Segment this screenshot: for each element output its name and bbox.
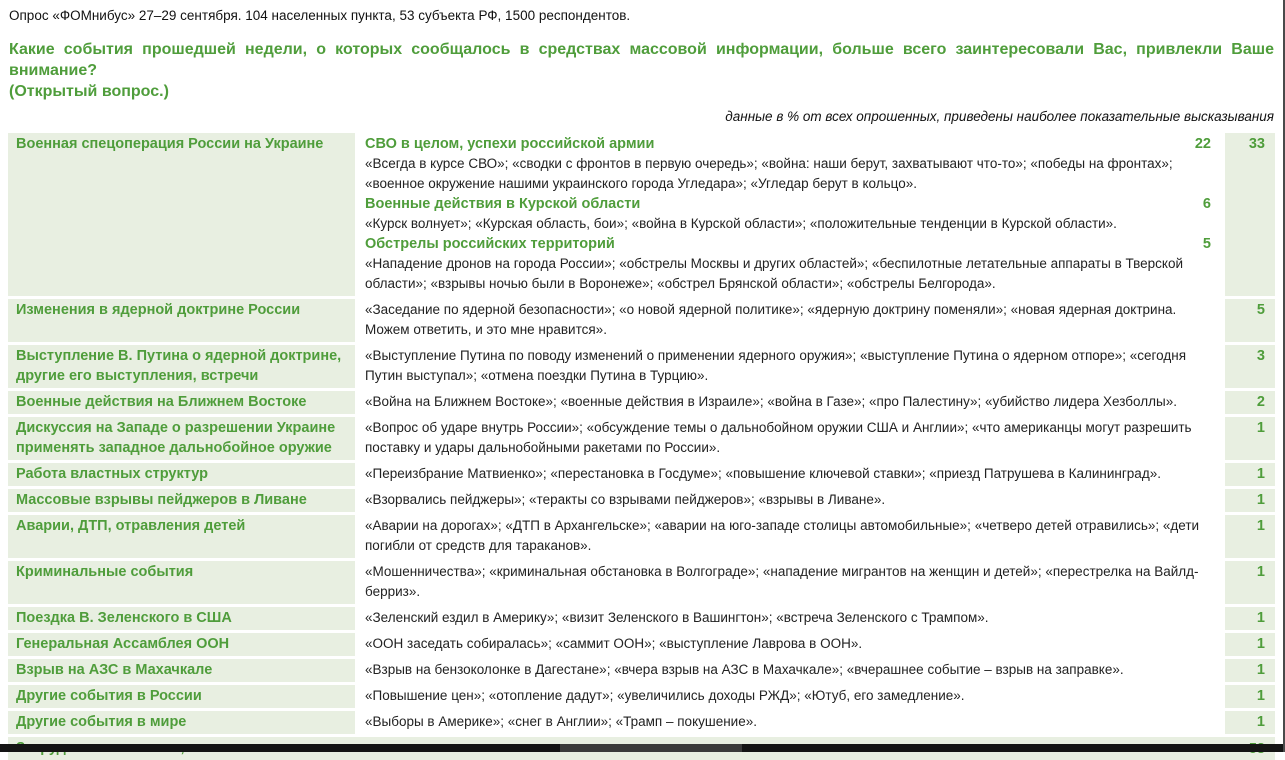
category-cell: Другие события в мире <box>8 711 355 734</box>
subtopic-value: 5 <box>1202 236 1211 252</box>
quotes-cell: «Взорвались пейджеры»; «теракты со взрывами пейджеров»; «взрывы в Ливане». <box>365 492 886 507</box>
survey-question-line1: Какие события прошедшей недели, о которых сообщалось в средствах массовой информации, больше всего заинтересовали Вас, привлекли Ваше внимание? <box>9 41 1274 79</box>
quotes-cell: «Мошенничества»; «криминальная обстановка в Волгограде»; «нападение мигрантов на женщин и детей»; «перестрелка на Вайлд-берриз». <box>365 564 1199 599</box>
total-value: 1 <box>1225 417 1275 460</box>
table-row <box>8 633 1275 656</box>
category-cell: Работа властных структур <box>8 463 355 486</box>
quotes-cell: «Выборы в Америке»; «снег в Англии»; «Трамп – покушение». <box>365 714 757 729</box>
category-cell: Изменения в ядерной доктрине России <box>8 299 355 342</box>
subtopic-label: Военные действия в Курской области <box>365 196 641 212</box>
subtopic-group <box>365 134 1211 194</box>
total-value: 1 <box>1225 607 1275 630</box>
category-cell: Поездка В. Зеленского в США <box>8 607 355 630</box>
subtopic-quotes: «Всегда в курсе СВО»; «сводки с фронтов в первую очередь»; «война: наши берут, захватывают что-то»; «победы на фронтах»; «военное окружение нашими украинского города Угледара»; «Угледар берут в кольцо». <box>365 156 1173 191</box>
total-value: 1 <box>1225 463 1275 486</box>
table-row <box>8 515 1275 558</box>
category-cell: Другие события в России <box>8 685 355 708</box>
subtopic-quotes: «Нападение дронов на города России»; «обстрелы Москвы и других областей»; «беспилотные летательные аппараты в Тверской области»; «взрывы ночью были в Воронеже»; «обстрел Брянской области»; «обстрелы Белгорода». <box>365 256 1184 291</box>
survey-question <box>9 39 1274 102</box>
bottom-bar <box>0 744 1283 752</box>
table-row <box>8 417 1275 460</box>
category-cell: Военные действия на Ближнем Востоке <box>8 391 355 414</box>
category-cell: Массовые взрывы пейджеров в Ливане <box>8 489 355 512</box>
quotes-cell: «Аварии на дорогах»; «ДТП в Архангельске»; «аварии на юго-западе столицы автомобильные»; «четверо детей отравились»; «дети погибли от средств для тараканов». <box>365 518 1200 553</box>
category-cell: Генеральная Ассамблея ООН <box>8 633 355 656</box>
table-row <box>8 345 1275 388</box>
subtopic-label: СВО в целом, успехи российской армии <box>365 136 655 152</box>
subtopic-group <box>365 194 1211 234</box>
subtopic-header <box>365 134 1211 154</box>
survey-question-line2: (Открытый вопрос.) <box>9 83 169 100</box>
quotes-cell: «Война на Ближнем Востоке»; «военные действия в Израиле»; «война в Газе»; «про Палестину»; «убийство лидера Хезболлы». <box>365 394 1177 409</box>
quotes-cell: «ООН заседать собиралась»; «саммит ООН»; «выступление Лаврова в ООН». <box>365 636 863 651</box>
category-cell: Выступление В. Путина о ядерной доктрине, другие его выступления, встречи <box>8 345 355 388</box>
results-table <box>8 133 1275 760</box>
total-value: 5 <box>1225 299 1275 342</box>
quotes-cell: «Заседание по ядерной безопасности»; «о новой ядерной политике»; «ядерную доктрину поменяли»; «новая ядерная доктрина. Можем ответить, и это мне нравится». <box>365 302 1177 337</box>
table-row <box>8 299 1275 342</box>
category-cell: Взрыв на АЗС в Махачкале <box>8 659 355 682</box>
subtopic-group <box>365 234 1211 294</box>
total-value: 1 <box>1225 561 1275 604</box>
table-row <box>8 711 1275 734</box>
total-value: 2 <box>1225 391 1275 414</box>
subtopic-value: 22 <box>1194 136 1211 152</box>
table-row <box>8 561 1275 604</box>
category-cell: Криминальные события <box>8 561 355 604</box>
quotes-cell: «Повышение цен»; «отопление дадут»; «увеличились доходы РЖД»; «Ютуб, его замедление». <box>365 688 965 703</box>
category-cell: Аварии, ДТП, отравления детей <box>8 515 355 558</box>
table-row <box>8 607 1275 630</box>
survey-meta: Опрос «ФОМнибус» 27–29 сентября. 104 населенных пункта, 53 субъекта РФ, 1500 респондентов. <box>9 8 631 23</box>
subtopic-header <box>365 234 1211 254</box>
subtopic-header <box>365 194 1211 214</box>
subtopic-quotes: «Курск волнует»; «Курская область, бои»; «война в Курской области»; «положительные тенденции в Курской области». <box>365 216 1117 231</box>
table-row <box>8 659 1275 682</box>
data-note: данные в % от всех опрошенных, приведены наиболее показательные высказывания <box>725 109 1274 124</box>
quotes-cell: «Выступление Путина по поводу изменений о применении ядерного оружия»; «выступление Путина о ядерном отпоре»; «сегодня Путин выступал»; «отмена поездки Путина в Турцию». <box>365 348 1187 383</box>
total-value: 3 <box>1225 345 1275 388</box>
bottom-bar-segment <box>560 744 742 752</box>
quotes-cell: «Вопрос об ударе внутрь России»; «обсуждение темы о дальнобойном оружии США и Англии»; «что американцы могут разрешить поставку и удары дальнобойными ракетами по России». <box>365 420 1192 455</box>
quotes-cell: «Зеленский ездил в Америку»; «визит Зеленского в Вашингтон»; «встреча Зеленского с Трампом». <box>365 610 989 625</box>
table-row <box>8 391 1275 414</box>
subtopic-value: 6 <box>1202 196 1211 212</box>
total-value: 1 <box>1225 659 1275 682</box>
total-value: 1 <box>1225 711 1275 734</box>
table-row <box>8 685 1275 708</box>
table-row <box>8 133 1275 296</box>
total-value: 1 <box>1225 633 1275 656</box>
total-value: 1 <box>1225 489 1275 512</box>
total-value: 33 <box>1225 133 1275 296</box>
quotes-cell: «Переизбрание Матвиенко»; «перестановка в Госдуме»; «повышение ключевой ставки»; «приезд Патрушева в Калининград». <box>365 466 1161 481</box>
quotes-cell <box>365 133 1211 296</box>
category-cell: Военная спецоперация России на Украине <box>8 133 355 296</box>
total-value: 1 <box>1225 515 1275 558</box>
category-cell: Дискуссия на Западе о разрешении Украине применять западное дальнобойное оружие <box>8 417 355 460</box>
table-row <box>8 489 1275 512</box>
total-value: 1 <box>1225 685 1275 708</box>
quotes-cell: «Взрыв на бензоколонке в Дагестане»; «вчера взрыв на АЗС в Махачкале»; «вчерашнее событие – взрыв на заправке». <box>365 662 1124 677</box>
subtopic-label: Обстрелы российских территорий <box>365 236 615 252</box>
table-row <box>8 463 1275 486</box>
